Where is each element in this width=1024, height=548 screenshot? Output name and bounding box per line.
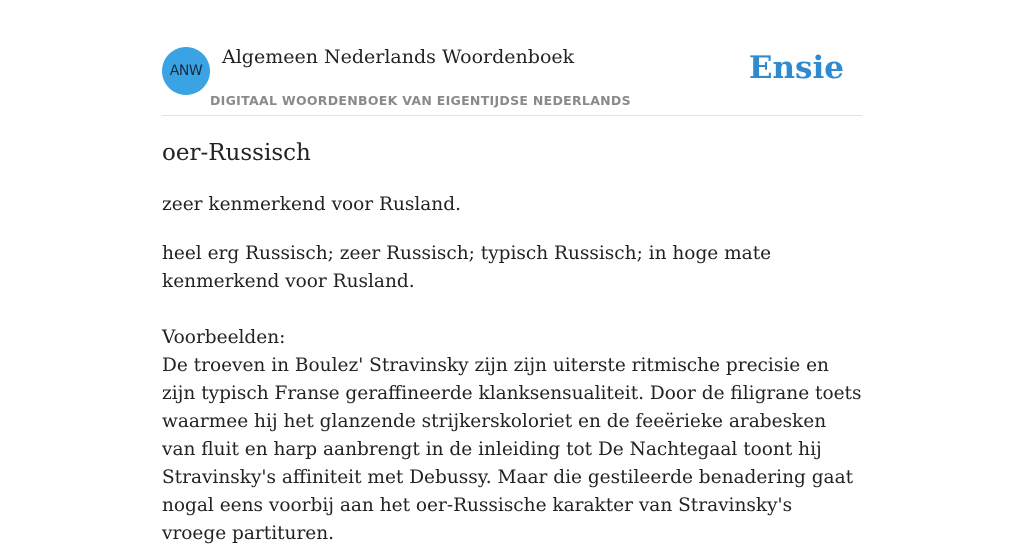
spacer [162, 296, 862, 324]
entry-term: oer-Russisch [162, 140, 311, 166]
site-subtitle: DIGITAAL WOORDENBOEK VAN EIGENTIJDSE NEDERLANDS [210, 93, 631, 108]
entry-body [162, 240, 862, 548]
example-text: De troeven in Boulez' Stravinsky zijn zijn uiterste ritmische precisie en zijn typisch Franse geraffineerde klanksensualiteit. Door de filigrane toets waarmee hij het glanzende strijkerskoloriet en de feeërieke arabesken van fluit en harp aanbrengt in de inleiding tot De Nachtegaal toont hij Stravinsky's affiniteit met Debussy. Maar die gestileerde benadering gaat nogal eens voorbij aan het oer-Russische karakter van Stravinsky's vroege partituren. [162, 355, 862, 544]
anw-logo[interactable]: ANW [162, 47, 210, 95]
site-title[interactable]: Algemeen Nederlands Woordenboek [222, 46, 575, 68]
page [162, 0, 862, 544]
long-definition: heel erg Russisch; zeer Russisch; typisch Russisch; in hoge mate kenmerkend voor Rusland. [162, 243, 772, 292]
short-definition: zeer kenmerkend voor Rusland. [162, 194, 461, 215]
site-header [162, 0, 862, 116]
examples-label: Voorbeelden: [162, 327, 286, 348]
ensie-brand-link[interactable]: Ensie [748, 50, 844, 86]
